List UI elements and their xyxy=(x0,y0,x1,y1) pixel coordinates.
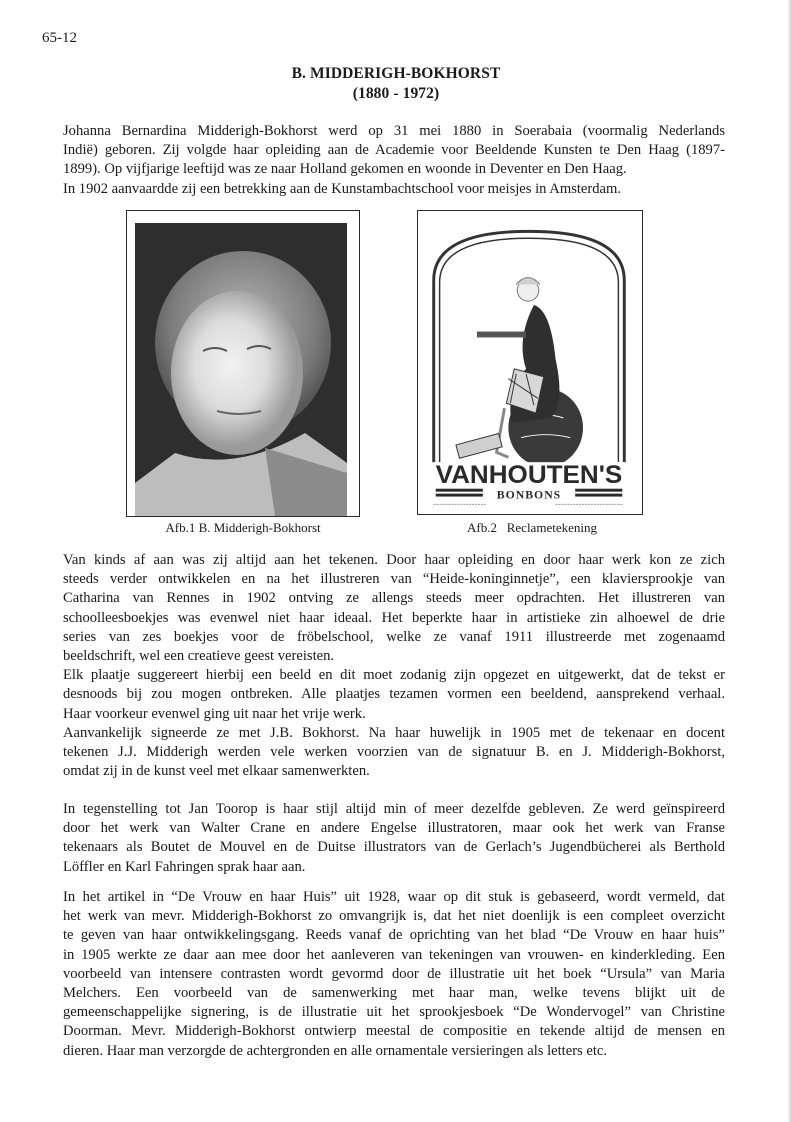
page-title-block xyxy=(0,64,792,104)
text-line: in 1905 werkte ze daar aan mee door het aanleveren van tekeningen van vrouwen- en kinderkleding. Een xyxy=(63,946,725,963)
body-paragraph-2 xyxy=(63,724,725,782)
page-edge-shadow xyxy=(788,0,792,1122)
intro-paragraph xyxy=(63,122,725,199)
text-line: schoolleesboekjes was evenwel niet haar ideaal. Het beperkte haar in artistieke zin alhoewel de drie xyxy=(63,609,725,626)
figure-1-caption: Afb.1 B. Midderigh-Bokhorst xyxy=(165,520,321,535)
page-subtitle-dates: (1880 - 1972) xyxy=(352,85,440,102)
text-line: Aanvankelijk signeerde ze met J.B. Bokhorst. Na haar huwelijk in 1905 met de tekenaar en docent xyxy=(63,725,725,741)
figure-2-caption: Afb.2 Reclametekening xyxy=(467,520,597,535)
text-line: Melchers. Een voorbeeld van de samenwerking met haar man, welke tevens blijkt uit de xyxy=(63,985,725,1002)
text-line: Löffler en Karl Fahringen sprak haar aan. xyxy=(63,858,306,875)
text-line: 1899). Op vijfjarige leeftijd was ze naar Holland gekomen en woonde in Deventer en Den Haag. xyxy=(63,161,627,178)
text-line: In tegenstelling tot Jan Toorop is haar stijl altijd min of meer dezelfde gebleven. Ze werd geïnspireerd xyxy=(63,801,725,817)
text-line: Johanna Bernardina Midderigh-Bokhorst werd op 31 mei 1880 in Soerabaia (voormalig Nederlands xyxy=(63,123,725,139)
poster-brand-text: VANHOUTEN'S xyxy=(435,461,623,489)
text-line: Van kinds af aan was zij altijd aan het tekenen. Door haar opleiding en door haar werk kon ze zich xyxy=(63,552,725,568)
text-line: Catharina van Rennes in 1902 ontving ze allengs steeds meer opdrachten. Het illustreren van xyxy=(63,590,725,607)
text-line: omdat zij in de kunst veel met elkaar samenwerkten. xyxy=(63,763,370,780)
body-paragraph-1 xyxy=(63,551,725,724)
page-number: 65-12 xyxy=(42,30,77,46)
text-line: In het artikel in “De Vrouw en haar Huis” uit 1928, waar op dit stuk is gebaseerd, wordt vermeld, dat xyxy=(63,889,725,905)
text-line: Indië) geboren. Zij volgde haar opleiding aan de Academie voor Beeldende Kunsten te Den Haag (1897- xyxy=(63,142,725,159)
text-line: tekenen J.J. Midderigh werden vele werken voorzien van de signatuur B. en J. Midderigh-Bokhorst, xyxy=(63,744,725,761)
text-line: steeds verder ontwikkelen en na het illustreren van “Heide-koninginnetje”, een klaviersprookje van xyxy=(63,571,725,588)
body-paragraph-4 xyxy=(63,888,725,1061)
advertisement-frame xyxy=(417,210,643,515)
text-line: Doorman. Mevr. Midderigh-Bokhorst ontwierp meestal de compositie en tekende altijd de mensen en xyxy=(63,1023,725,1040)
text-line: dieren. Haar man verzorgde de achtergronden en alle ornamentale versieringen als letters etc. xyxy=(63,1042,608,1059)
text-line: door het werk van Walter Crane en andere Engelse illustratoren, maar ook het werk van Franse xyxy=(63,820,725,837)
vanhoutens-advertisement-image xyxy=(418,211,640,512)
text-line: te geven van haar ontwikkelingsgang. Reeds vanaf de oprichting van het blad “De Vrouw en haar huis” xyxy=(63,927,725,944)
text-line: desnoods bij zou mogen ontbreken. Alle plaatjes tezamen vormen een beeldend, aansprekend verhaal. xyxy=(63,686,725,703)
text-line: tekenaars als Boutet de Mouvel en de Duitse illustrators van de Gerlach’s Jugendbücherei als Berthold xyxy=(63,839,725,856)
portrait-photo-image xyxy=(135,223,347,516)
text-line: Haar voorkeur evenwel ging uit naar het vrije werk. xyxy=(63,705,366,722)
text-line: series van zes boekjes voor de fröbelschool, welke ze vanaf 1911 illustreerde met zogenaamd xyxy=(63,628,725,645)
text-line: gemeenschappelijke signering, is de illustratie uit het sprookjesboek “De Wondervogel” van Christine xyxy=(63,1004,725,1021)
text-line: het werk van mevr. Midderigh-Bokhorst zo omvangrijk is, dat het niet doenlijk is een compleet overzicht xyxy=(63,908,725,925)
page-title: B. MIDDERIGH-BOKHORST xyxy=(291,65,501,82)
text-line: In 1902 aanvaardde zij een betrekking aan de Kunstambachtschool voor meisjes in Amsterdam. xyxy=(63,180,622,197)
text-line: beeldschrift, wel een creatieve geest vereisten. xyxy=(63,648,335,665)
poster-product-text: BONBONS xyxy=(496,488,562,502)
portrait-frame xyxy=(126,210,360,517)
body-paragraph-3 xyxy=(63,800,725,877)
text-line: voorbeeld van intensere contrasten wordt gevormd door de illustratie uit het boek “Ursula” van Maria xyxy=(63,965,725,982)
text-line: Elk plaatje suggereert hierbij een beeld en dit moet zodanig zijn opgezet en uitgewerkt, dat de tekst er xyxy=(63,667,725,684)
